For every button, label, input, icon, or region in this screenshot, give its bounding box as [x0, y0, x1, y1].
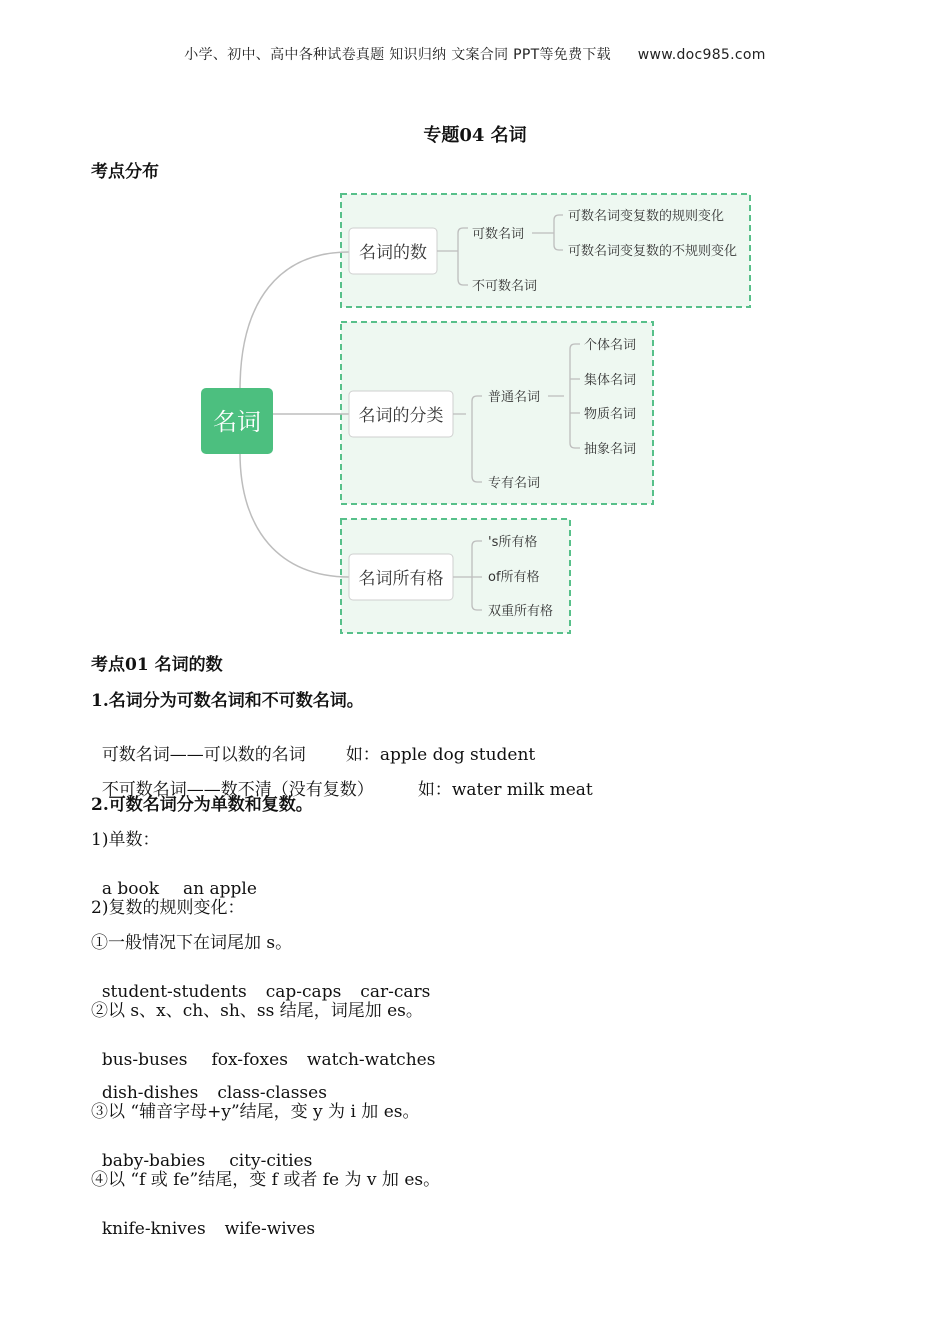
- rule-4-examples: [91, 1199, 315, 1239]
- example-item: wife-wives: [224, 1219, 316, 1239]
- mind-map: [0, 0, 950, 650]
- example-item: class-classes: [217, 1083, 327, 1103]
- paragraph-1: 1.名词分为可数名词和不可数名词。: [91, 691, 364, 711]
- example-item: car-cars: [360, 982, 431, 1002]
- node-double-possessive[interactable]: 双重所有格: [488, 604, 554, 619]
- rule-2: ②以 s、x、ch、sh、ss 结尾，词尾加 es。: [91, 1001, 423, 1021]
- branch-number-label: 名词的数: [359, 243, 427, 263]
- node-common-noun[interactable]: 普通名词: [488, 390, 541, 405]
- example-item: cap-caps: [265, 982, 342, 1002]
- example-item: dish-dishes: [101, 1083, 199, 1103]
- rule-1: ①一般情况下在词尾加 s。: [91, 933, 293, 953]
- node-s-possessive[interactable]: 's所有格: [488, 535, 538, 550]
- example-item: bus-buses: [101, 1050, 188, 1070]
- root-node-label: 名词: [213, 408, 261, 436]
- branch-possessive-label: 名词所有格: [358, 569, 444, 589]
- rule-4: ④以 “f 或 fe”结尾，变 f 或者 fe 为 v 加 es。: [91, 1170, 441, 1190]
- node-regular-plural[interactable]: 可数名词变复数的规则变化: [568, 209, 725, 224]
- node-proper-noun[interactable]: 专有名词: [488, 476, 541, 491]
- countable-example: apple dog student: [379, 745, 536, 765]
- example-item: an apple: [183, 879, 257, 899]
- uncountable-example: water milk meat: [451, 780, 593, 800]
- example-item: fox-foxes: [211, 1050, 288, 1070]
- node-individual-noun[interactable]: 个体名词: [584, 338, 637, 353]
- link-root-number: [240, 252, 349, 390]
- example-item: baby-babies: [101, 1151, 206, 1171]
- paragraph-2: 2.可数名词分为单数和复数。: [91, 795, 313, 815]
- link-root-possessive: [240, 453, 349, 577]
- singular-label: 1)单数：: [91, 830, 160, 850]
- heading-point-01: 考点01 名词的数: [91, 655, 223, 675]
- header-text: 小学、初中、高中各种试卷真题 知识归纳 文案合同 PPT等免费下载: [184, 47, 611, 63]
- node-material-noun[interactable]: 物质名词: [584, 407, 637, 422]
- rule-3: ③以 “辅音字母+y”结尾，变 y 为 i 加 es。: [91, 1102, 420, 1122]
- node-countable[interactable]: 可数名词: [472, 227, 525, 242]
- example-item: a book: [101, 879, 160, 899]
- example-item: city-cities: [229, 1151, 313, 1171]
- node-collective-noun[interactable]: 集体名词: [584, 373, 637, 388]
- node-irregular-plural[interactable]: 可数名词变复数的不规则变化: [568, 244, 738, 259]
- example-item: knife-knives: [101, 1219, 206, 1239]
- example-item: watch-watches: [306, 1050, 436, 1070]
- node-abstract-noun[interactable]: 抽象名词: [584, 442, 637, 457]
- countable-definition: 可数名词——可以数的名词: [101, 745, 306, 765]
- example-item: student-students: [101, 982, 247, 1002]
- section-distribution-label: 考点分布: [91, 162, 159, 182]
- plural-regular-label: 2)复数的规则变化：: [91, 898, 245, 918]
- node-of-possessive[interactable]: of所有格: [488, 570, 540, 585]
- branch-classification-label: 名词的分类: [358, 406, 444, 426]
- page-title: 专题04 名词: [423, 125, 527, 146]
- node-uncountable[interactable]: 不可数名词: [472, 279, 538, 294]
- countable-example-prefix: 如：: [345, 745, 380, 765]
- uncountable-definition: 不可数名词——数不清（没有复数）: [101, 780, 374, 800]
- header-url[interactable]: www.doc985.com: [637, 47, 766, 63]
- uncountable-example-prefix: 如：: [417, 780, 452, 800]
